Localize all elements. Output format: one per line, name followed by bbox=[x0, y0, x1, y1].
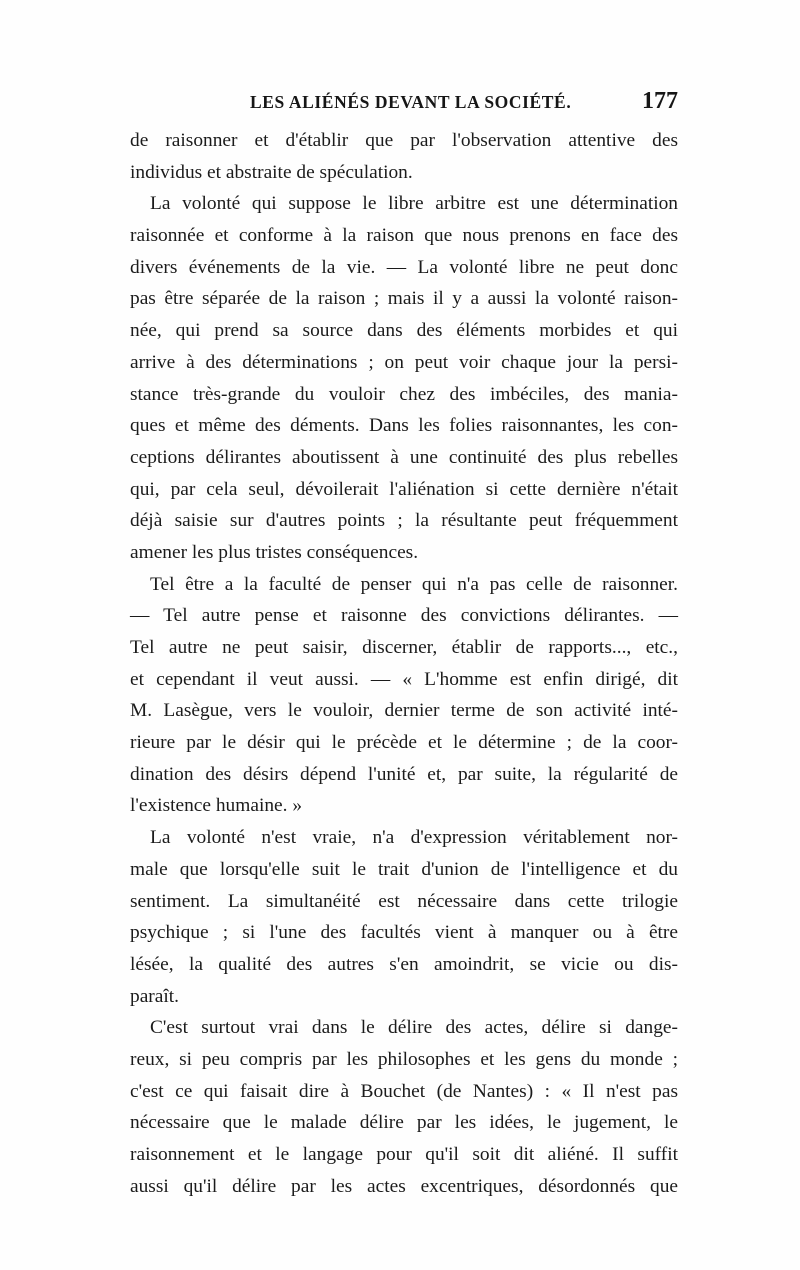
text-line: pas être séparée de la raison ; mais il y a aussi la volonté raison- bbox=[130, 288, 678, 310]
paragraph-start-line: La volonté n'est vraie, n'a d'expression véritablement nor- bbox=[150, 827, 678, 849]
text-line: M. Lasègue, vers le vouloir, dernier terme de son activité inté- bbox=[130, 700, 678, 722]
text-line: nécessaire que le malade délire par les idées, le jugement, le bbox=[130, 1112, 678, 1134]
text-line: stance très-grande du vouloir chez des imbéciles, des mania- bbox=[130, 383, 678, 405]
text-line: raisonnée et conforme à la raison que nous prenons en face des bbox=[130, 225, 678, 247]
page-header bbox=[130, 88, 678, 120]
text-line: raisonnement et le langage pour qu'il soit dit aliéné. Il suffit bbox=[130, 1144, 678, 1165]
text-line: paraît. bbox=[130, 985, 179, 1007]
text-line: et cependant il veut aussi. — « L'homme est enfin dirigé, dit bbox=[130, 668, 678, 690]
text-line: l'existence humaine. » bbox=[130, 795, 303, 817]
text-line: aussi qu'il délire par les actes excentriques, désordonnés que bbox=[130, 1175, 678, 1197]
text-line: née, qui prend sa source dans des éléments morbides et qui bbox=[130, 320, 678, 342]
text-line: ceptions délirantes aboutissent à une continuité des plus rebelles bbox=[130, 446, 678, 468]
page-number: 177 bbox=[642, 88, 678, 114]
text-line: psychique ; si l'une des facultés vient à manquer ou à être bbox=[130, 922, 678, 944]
text-line: individus et abstraite de spéculation. bbox=[130, 161, 413, 183]
paragraph-start-line: Tel être a la faculté de penser qui n'a pas celle de raisonner. bbox=[150, 573, 678, 595]
text-line: male que lorsqu'elle suit le trait d'union de l'intelligence et du bbox=[130, 858, 678, 880]
text-line: rieure par le désir qui le précède et le détermine ; de la coor- bbox=[130, 732, 678, 754]
text-line: c'est ce qui faisait dire à Bouchet (de Nantes) : « Il n'est pas bbox=[130, 1080, 678, 1102]
text-line: arrive à des déterminations ; on peut voir chaque jour la persi- bbox=[130, 351, 678, 373]
text-line: amener les plus tristes conséquences. bbox=[130, 541, 419, 563]
text-line: dination des désirs dépend l'unité et, par suite, la régularité de bbox=[130, 763, 678, 785]
paragraph-start-line: C'est surtout vrai dans le délire des actes, délire si dange- bbox=[150, 1017, 678, 1039]
text-line: — Tel autre pense et raisonne des convictions délirantes. — bbox=[130, 605, 678, 627]
text-line: qui, par cela seul, dévoilerait l'aliénation si cette dernière n'était bbox=[130, 478, 678, 500]
text-line: sentiment. La simultanéité est nécessaire dans cette trilogie bbox=[130, 890, 678, 912]
text-line: ques et même des déments. Dans les folies raisonnantes, les con- bbox=[130, 415, 678, 437]
text-line: lésée, la qualité des autres s'en amoindrit, se vicie ou dis- bbox=[130, 953, 678, 975]
text-line: déjà saisie sur d'autres points ; la résultante peut fréquemment bbox=[130, 510, 678, 532]
paragraph-start-line: La volonté qui suppose le libre arbitre est une détermination bbox=[150, 193, 678, 215]
text-line: divers événements de la vie. — La volonté libre ne peut donc bbox=[130, 256, 678, 278]
body-text bbox=[130, 125, 678, 1202]
running-head: LES ALIÉNÉS DEVANT LA SOCIÉTÉ. bbox=[250, 92, 572, 112]
text-line: reux, si peu compris par les philosophes et les gens du monde ; bbox=[130, 1048, 678, 1070]
text-line: de raisonner et d'établir que par l'observation attentive des bbox=[130, 130, 678, 151]
text-line: Tel autre ne peut saisir, discerner, établir de rapports..., etc., bbox=[130, 637, 678, 658]
